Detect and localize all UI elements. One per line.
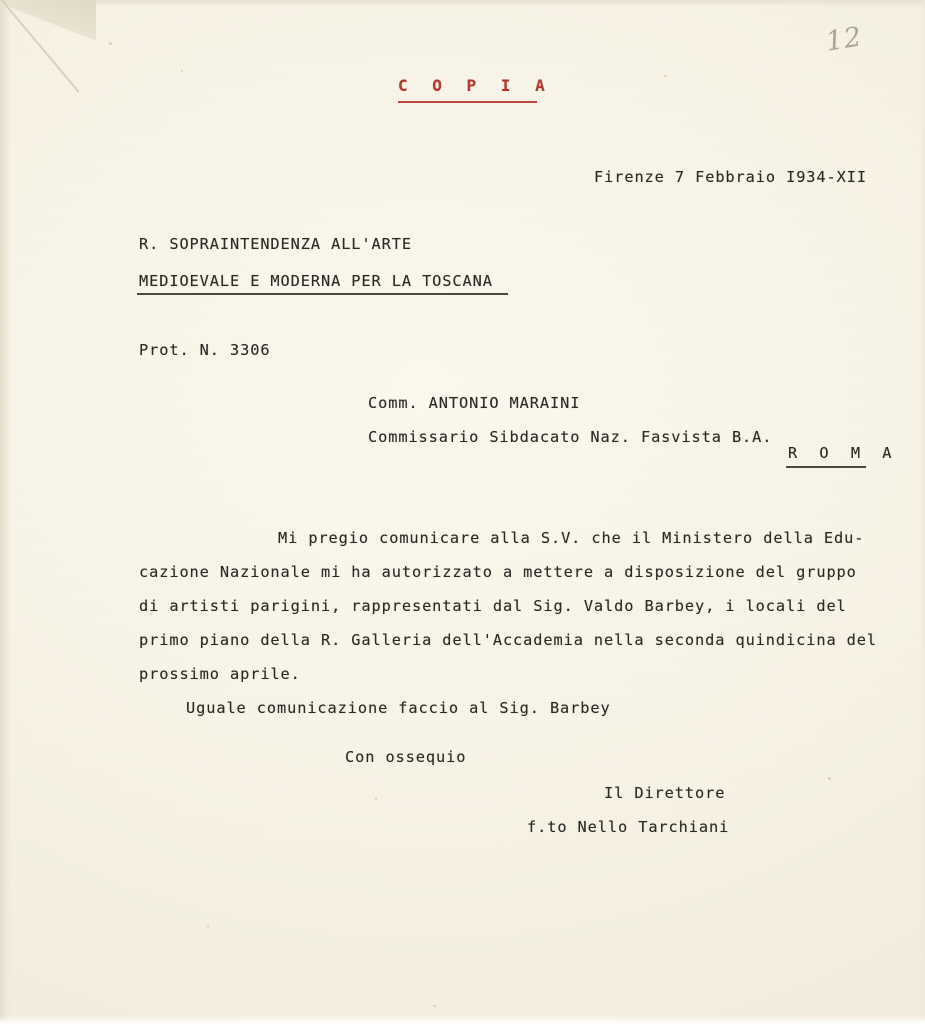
letterhead-line-2: MEDIOEVALE E MODERNA PER LA TOSCANA (139, 272, 493, 290)
body-line: Mi pregio comunicare alla S.V. che il Ministero della Edu- (278, 529, 865, 547)
addressee-city-underline (786, 466, 866, 468)
addressee-city: R O M A (788, 444, 898, 462)
protocol-number: Prot. N. 3306 (139, 341, 271, 359)
handwritten-page-number: 12 (823, 21, 865, 58)
closing-signature: f.to Nello Tarchiani (527, 818, 730, 836)
body-line: prossimo aprile. (139, 665, 301, 683)
body-line: cazione Nazionale mi ha autorizzato a mettere a disposizione del gruppo (139, 563, 857, 581)
letterhead-underline (137, 293, 508, 295)
addressee-name: Comm. ANTONIO MARAINI (368, 394, 581, 412)
letterhead-line-1: R. SOPRAINTENDENZA ALL'ARTE (139, 235, 412, 253)
body-line: Uguale comunicazione faccio al Sig. Barbey (186, 699, 611, 717)
body-line: di artisti parigini, rappresentati dal Sig. Valdo Barbey, i locali del (139, 597, 847, 615)
closing-salutation: Con ossequio (345, 748, 467, 766)
closing-title: Il Direttore (604, 784, 726, 802)
addressee-role: Commissario Sibdacato Naz. Fasvista B.A. (368, 428, 773, 446)
copia-heading: C O P I A (398, 76, 553, 95)
body-line: primo piano della R. Galleria dell'Accademia nella seconda quindicina del (139, 631, 877, 649)
copia-underline (398, 101, 537, 103)
date-line: Firenze 7 Febbraio I934-XII (594, 168, 867, 186)
